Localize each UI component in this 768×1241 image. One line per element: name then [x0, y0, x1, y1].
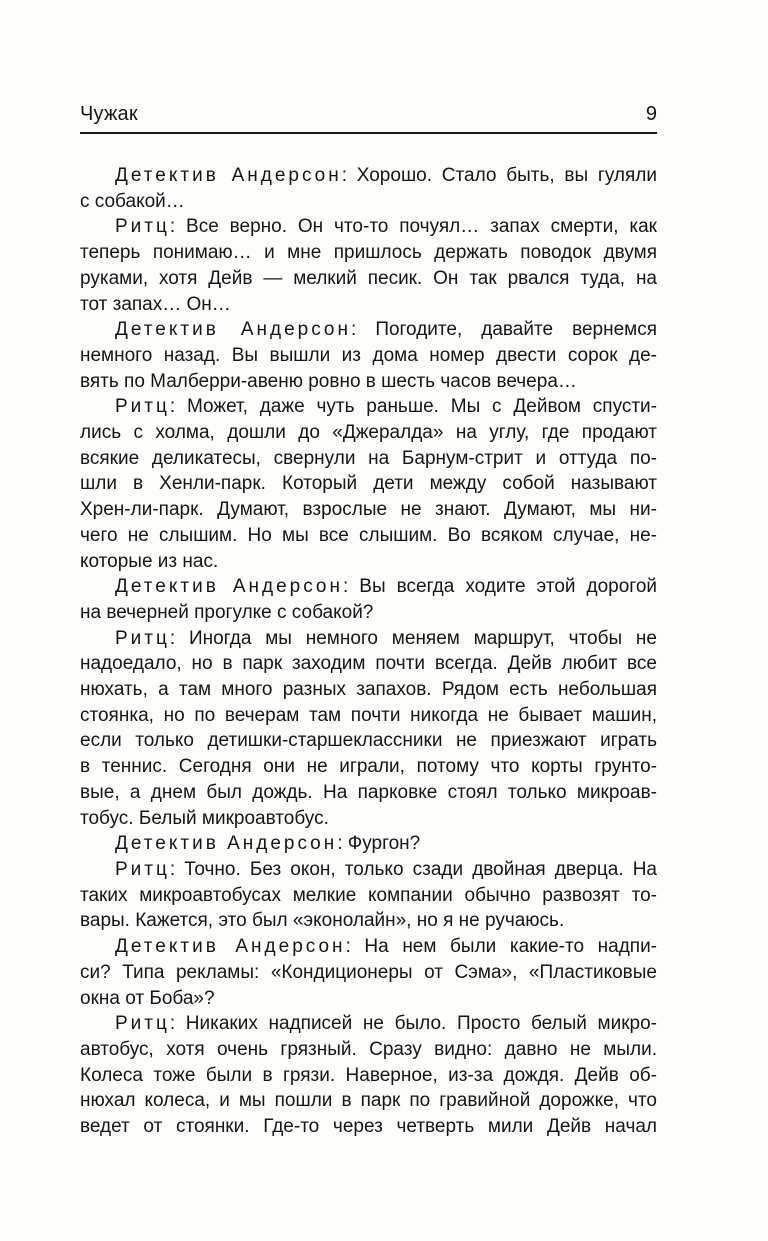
text-line: если только детишки-старшеклассники не приезжают играть — [80, 730, 657, 752]
text-line: всякие деликатесы, свернули на Барнум-стрит и оттуда по- — [80, 447, 657, 469]
dialogue-paragraph — [80, 317, 657, 394]
speaker-name: Детектив Андерсон — [115, 576, 343, 598]
paragraph-first-line: Детектив Андерсон: Хорошо. Стало быть, вы гуляли — [115, 165, 658, 186]
page-number: 9 — [645, 103, 657, 125]
dialogue-paragraph — [80, 394, 657, 574]
dialogue-paragraph — [80, 934, 657, 1011]
text-line: ведет от стоянки. Где-то через четверть мили Дейв начал — [80, 1116, 657, 1138]
paragraph-first-line: Ритц: Все верно. Он что-то почуял… запах смерти, как — [115, 216, 657, 238]
text-line: немного назад. Вы вышли из дома номер двести сорок де- — [80, 344, 657, 366]
text-line: руками, хотя Дейв — мелкий песик. Он так рвался туда, на — [80, 267, 657, 289]
text-line: с собакой… — [80, 190, 185, 212]
text-line: таких микроавтобусах мелкие компании обычно развозят то- — [80, 884, 657, 906]
text-line: которые из нас. — [80, 550, 219, 572]
text-line: тобус. Белый микроавтобус. — [80, 807, 329, 829]
paragraph-first-line: Детектив Андерсон: Фургон? — [115, 833, 421, 855]
paragraph-first-line: Ритц: Точно. Без окон, только сзади двойная дверца. На — [115, 858, 657, 880]
paragraph-first-line: Детектив Андерсон: Погодите, давайте вернемся — [115, 319, 658, 341]
text-line: вять по Малберри-авеню ровно в шесть часов вечера… — [80, 370, 577, 392]
text-line: стоянка, но по вечерам там почти никогда не бывает машин, — [80, 704, 657, 726]
paragraph-first-line: Ритц: Никаких надписей не было. Просто белый микро- — [115, 1013, 657, 1035]
running-head — [80, 103, 657, 134]
paragraph-first-line: Детектив Андерсон: На нем были какие-то надпи- — [115, 936, 658, 958]
text-line: надоедало, но в парк заходим почти всегда. Дейв любит все — [80, 653, 657, 675]
text-line: чего не слышим. Но мы все слышим. Во всяком случае, не- — [80, 524, 657, 546]
text-line: в теннис. Сегодня они не играли, потому что корты грунто- — [80, 756, 657, 778]
text-line: окна от Боба»? — [80, 987, 215, 1009]
text-line: си? Типа рекламы: «Кондиционеры от Сэма», «Пластиковые — [80, 961, 657, 983]
text-line: нюхать, а там много разных запахов. Рядом есть небольшая — [80, 679, 657, 701]
text-block — [80, 103, 657, 1140]
paragraph-first-line: Детектив Андерсон: Вы всегда ходите этой дорогой — [115, 576, 658, 598]
text-line: тот запах… Он… — [80, 293, 231, 315]
speaker-name: Ритц — [115, 216, 170, 238]
dialogue-paragraph — [80, 857, 657, 934]
text-line: на вечерней прогулке с собакой? — [80, 601, 374, 623]
speaker-name: Детектив Андерсон — [115, 833, 338, 855]
dialogue-paragraph — [80, 1011, 657, 1140]
dialogue-paragraph — [80, 831, 657, 857]
text-line: нюхал колеса, и мы пошли в парк по гравийной дорожке, что — [80, 1090, 657, 1112]
text-line: лись с холма, дошли до «Джералда» на углу, где продают — [80, 422, 657, 444]
speaker-name: Ритц — [115, 627, 170, 649]
dialogue-paragraph — [80, 574, 657, 625]
text-line: Хрен-ли-парк. Думают, взрослые не знают. Думают, мы ни- — [80, 499, 657, 521]
paragraph-first-line: Ритц: Иногда мы немного меняем маршрут, чтобы не — [115, 627, 657, 649]
text-line: вые, а днем был дождь. На парковке стоял только микроав- — [80, 781, 657, 803]
text-line: шли в Хенли-парк. Который дети между собой называют — [80, 473, 657, 495]
speaker-name: Детектив Андерсон — [115, 936, 346, 958]
dialogue-paragraph — [80, 626, 657, 832]
dialogue-paragraph — [80, 214, 657, 317]
text-line: вары. Кажется, это был «эконолайн», но я не ручаюсь. — [80, 910, 565, 932]
paragraph-first-line: Ритц: Может, даже чуть раньше. Мы с Дейвом спусти- — [115, 396, 657, 418]
dialogue-paragraph — [80, 163, 657, 214]
speaker-name: Ритц — [115, 858, 170, 880]
running-title: Чужак — [80, 103, 138, 125]
text-line: Колеса тоже были в грязи. Наверное, из-за дождя. Дейв об- — [80, 1064, 657, 1086]
speaker-name: Детектив Андерсон — [115, 165, 342, 186]
speaker-name: Ритц — [115, 1013, 170, 1035]
page-body-text — [80, 163, 657, 1140]
speaker-name: Детектив Андерсон — [115, 319, 351, 341]
text-line: теперь понимаю… и мне пришлось держать поводок двумя — [80, 242, 657, 264]
speaker-name: Ритц — [115, 396, 170, 418]
text-line: автобус, хотя очень грязный. Сразу видно: давно не мыли. — [80, 1038, 657, 1060]
